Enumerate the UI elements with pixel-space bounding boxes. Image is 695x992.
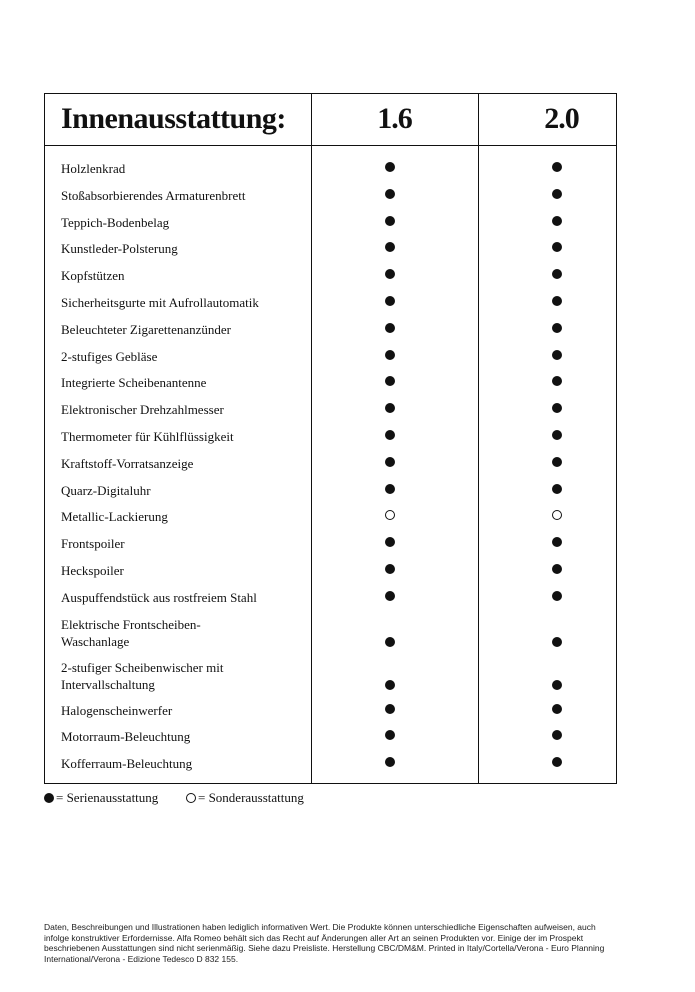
- standard-dot-icon: [552, 637, 562, 647]
- feature-label: Elektronischer Drehzahlmesser: [61, 402, 224, 418]
- table-row: [45, 374, 616, 401]
- table-row: [45, 267, 616, 294]
- feature-label: Motorraum-Beleuchtung: [61, 729, 191, 745]
- standard-dot-icon: [385, 242, 395, 252]
- feature-label: Holzlenkrad: [61, 161, 126, 176]
- standard-dot-icon: [385, 637, 395, 647]
- table-row: [45, 455, 616, 482]
- standard-dot-icon: [552, 162, 562, 172]
- standard-dot-icon: [385, 323, 395, 333]
- feature-label: Auspuffendstück aus rostfreiem Stahl: [61, 589, 257, 605]
- legend-standard-label: = Serienausstattung: [56, 790, 159, 805]
- legend-standard: [44, 790, 158, 806]
- standard-dot-icon: [385, 537, 395, 547]
- feature-label: Kunstleder-Polsterung: [61, 241, 178, 257]
- feature-label: Quarz-Digitaluhr: [61, 482, 151, 498]
- feature-label: Sicherheitsgurte mit Aufrollautomatik: [61, 295, 259, 310]
- feature-label: Metallic-Lackierung: [61, 509, 168, 525]
- standard-dot-icon: [552, 216, 562, 226]
- feature-label: Heckspoiler: [61, 563, 124, 578]
- feature-label: Beleuchteter Zigarettenanzünder: [61, 321, 231, 337]
- table-row: [45, 702, 616, 729]
- standard-dot-icon: [552, 430, 562, 440]
- feature-label: Frontspoiler: [61, 536, 125, 552]
- footer-disclaimer: Daten, Beschreibungen und Illustrationen haben lediglich informativen Wert. Die Produkte können unterschiedliche Eigenschaften aufweisen, auch infolge konstruktiver Erfordernisse. Alfa Romeo behält sich das Recht auf Änderungen aller Art an seinen Produkten vor. Einige der im Prospekt beschriebenen Ausstattungen sind nicht serienmäßig. Siehe dazu Preisliste. Herstellung CBC/DM&M. Printed in Italy/Cortella/Verona - Euro Planning International/Verona - Edizione Tedesco D 832 155.: [44, 922, 605, 964]
- feature-label: Thermometer für Kühlflüssigkeit: [61, 429, 234, 444]
- standard-dot-icon: [552, 457, 562, 467]
- standard-dot-icon: [552, 403, 562, 413]
- standard-dot-icon: [385, 296, 395, 306]
- table-row: [45, 508, 616, 535]
- standard-dot-icon: [385, 162, 395, 172]
- standard-dot-icon: [552, 269, 562, 279]
- table-row: [45, 589, 616, 616]
- feature-label: Elektrische Frontscheiben- Waschanlage: [61, 616, 201, 649]
- feature-label: Halogenscheinwerfer: [61, 702, 173, 718]
- feature-label: Integrierte Scheibenantenne: [61, 375, 207, 391]
- standard-dot-icon: [385, 189, 395, 199]
- standard-dot-icon: [385, 484, 395, 494]
- standard-dot-icon: [385, 430, 395, 440]
- standard-dot-icon: [385, 730, 395, 740]
- feature-label: 2-stufiger Scheibenwischer mit Intervallschaltung: [61, 659, 224, 692]
- table-row: [45, 187, 616, 214]
- standard-dot-icon: [552, 680, 562, 690]
- table-row: [45, 755, 616, 782]
- standard-dot-icon: [552, 591, 562, 601]
- standard-dot-icon: [385, 376, 395, 386]
- column-header-2-0: 2.0: [544, 102, 579, 135]
- table-row: [45, 562, 616, 589]
- table-row: [45, 616, 616, 659]
- standard-dot-icon: [552, 242, 562, 252]
- standard-dot-icon: [552, 484, 562, 494]
- standard-dot-icon: [552, 704, 562, 714]
- open-circle-icon: [186, 793, 196, 803]
- feature-label: Stoßabsorbierendes Armaturenbrett: [61, 187, 246, 203]
- table-row: [45, 240, 616, 267]
- standard-dot-icon: [552, 350, 562, 360]
- feature-label: Kofferraum-Beleuchtung: [61, 756, 193, 772]
- header-divider: [45, 145, 616, 146]
- feature-label: 2-stufiges Gebläse: [61, 348, 158, 364]
- equipment-table: [44, 93, 617, 784]
- table-row: [45, 214, 616, 241]
- standard-dot-icon: [552, 323, 562, 333]
- optional-circle-icon: [385, 510, 395, 520]
- standard-dot-icon: [552, 564, 562, 574]
- filled-circle-icon: [44, 793, 54, 803]
- feature-label: Teppich-Bodenbelag: [61, 214, 170, 230]
- standard-dot-icon: [552, 296, 562, 306]
- table-row: [45, 535, 616, 562]
- standard-dot-icon: [385, 457, 395, 467]
- legend-optional-label: = Sonderausstattung: [198, 790, 304, 805]
- standard-dot-icon: [552, 189, 562, 199]
- standard-dot-icon: [552, 376, 562, 386]
- optional-circle-icon: [552, 510, 562, 520]
- table-row: [45, 321, 616, 348]
- feature-label: Kraftstoff-Vorratsanzeige: [61, 455, 194, 471]
- standard-dot-icon: [385, 564, 395, 574]
- table-row: [45, 160, 616, 187]
- table-row: [45, 428, 616, 455]
- standard-dot-icon: [385, 216, 395, 226]
- standard-dot-icon: [385, 704, 395, 714]
- standard-dot-icon: [385, 757, 395, 767]
- table-row: [45, 294, 616, 321]
- standard-dot-icon: [552, 730, 562, 740]
- feature-label: Kopfstützen: [61, 268, 125, 284]
- standard-dot-icon: [385, 403, 395, 413]
- legend-optional: [186, 790, 304, 806]
- column-header-1-6: 1.6: [377, 102, 412, 135]
- table-row: [45, 348, 616, 375]
- standard-dot-icon: [385, 680, 395, 690]
- standard-dot-icon: [552, 537, 562, 547]
- table-title: Innenausstattung:: [61, 102, 286, 135]
- table-row: [45, 482, 616, 509]
- table-row: [45, 728, 616, 755]
- table-row: [45, 659, 616, 702]
- standard-dot-icon: [385, 350, 395, 360]
- standard-dot-icon: [385, 591, 395, 601]
- standard-dot-icon: [552, 757, 562, 767]
- table-row: [45, 401, 616, 428]
- standard-dot-icon: [385, 269, 395, 279]
